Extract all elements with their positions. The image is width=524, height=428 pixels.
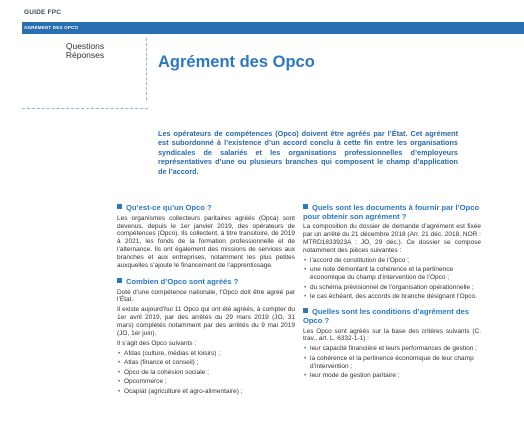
guide-label: GUIDE FPC bbox=[24, 9, 62, 16]
criteria-list bbox=[303, 345, 481, 380]
bullet-icon: • bbox=[304, 256, 307, 264]
list-item: • Ocapiat (agriculture et agro-alimentaire) ; bbox=[118, 387, 243, 395]
square-bullet-icon bbox=[117, 278, 122, 283]
vertical-divider bbox=[146, 38, 147, 100]
opco-list bbox=[117, 350, 295, 396]
list-item: • Afdas (culture, médias et loisirs) ; bbox=[118, 349, 221, 357]
list-item: • Atlas (finance et conseil) ; bbox=[118, 359, 199, 367]
list-item: • une note démontant la cohérence et la pertinence économique du champ d’intervention de l’Opco ; bbox=[304, 266, 454, 282]
section-text: Les Opco sont agréés sur la base des critères suivants (C. trav., art. L. 6332-1-1) : bbox=[303, 327, 481, 343]
bullet-icon: • bbox=[118, 378, 121, 386]
section-heading: Quels sont les documents à fournir par l’Opco pour obtenir son agrément ? bbox=[303, 203, 480, 221]
list-item: • du schéma prévisionnel de l’organisation opérationnelle ; bbox=[304, 283, 474, 291]
bullet-icon: • bbox=[118, 368, 121, 376]
section-text: Doté d’une compétence nationale, l’Opco doit être agréé par l’État. bbox=[117, 288, 295, 304]
list-item: • Opco de la cohésion sociale ; bbox=[118, 368, 209, 376]
square-bullet-icon bbox=[303, 308, 308, 313]
questions-reponses-label: Questions Réponses bbox=[65, 41, 105, 60]
page-title: Agrément des Opco bbox=[158, 53, 315, 71]
bullet-icon: • bbox=[118, 387, 121, 395]
list-item: • leur capacité financière et leurs performances de gestion ; bbox=[304, 345, 477, 353]
section-text: La composition du dossier de demande d’agrément est fixée par un arrêté du 21 décembre 2018 (Arr. 21 déc. 2018, NOR : MTRD1833923A : JO, 29 déc.). Ce dossier se compose notamment des pièces suivantes : bbox=[303, 223, 481, 254]
bullet-icon: • bbox=[304, 266, 307, 274]
bullet-icon: • bbox=[304, 345, 307, 353]
intro-paragraph: Les opérateurs de compétences (Opco) doivent être agréés par l’État. Cet agrément est subordonné à l’existence d’un accord conclu à cette fin entre les organisations syndicales de salariés et les organisations professionnelles d’employeurs représentatives d’une ou plusieurs branches qui composent le champ d’application de l’accord. bbox=[158, 129, 458, 176]
horizontal-divider bbox=[22, 108, 148, 109]
list-item: • Opcommerce ; bbox=[118, 378, 167, 386]
section-text: Il s’agit des Opco suivants : bbox=[117, 339, 197, 347]
bullet-icon: • bbox=[304, 283, 307, 291]
section-band-label: AGRÉMENT DES OPCO bbox=[24, 25, 79, 30]
section-heading: Qu’est-ce qu’un Opco ? bbox=[117, 204, 295, 213]
section-band bbox=[22, 22, 524, 34]
section-heading: Combien d’Opco sont agréés ? bbox=[117, 278, 295, 287]
list-item: • le cas échéant, des accords de branche désignant l’Opco. bbox=[304, 292, 477, 300]
section-text: Les organismes collecteurs paritaires agréés (Opca) sont devenus, depuis le 1er janvier 2019, des opérateurs de compétences (Opco). Ils collectent, à titre transitoire, de 2019 à 2021, les fonds de la formation professionnelle et de l’alternance. Ils ont également des missions de services aux branches et aux entreprises, notamment les plus petites auxquelles s’ajoute le financement de l’apprentissage. bbox=[117, 214, 295, 270]
list-item: • leur mode de gestion paritaire ; bbox=[304, 372, 400, 380]
left-column bbox=[117, 204, 295, 397]
section-text: Il existe aujourd’hui 11 Opco qui ont été agréés, à compter du 1er avril 2019, par des arrêtés du 29 mars 2019 (JO, 31 mars) complétés notamment par des arrêtés du 9 mai 2019 (JO, 1er juin). bbox=[117, 306, 295, 338]
documents-list bbox=[303, 257, 481, 301]
bullet-icon: • bbox=[304, 372, 307, 380]
section-heading: Quelles sont les conditions d’agrément des Opco ? bbox=[303, 307, 469, 325]
bullet-icon: • bbox=[118, 359, 121, 367]
bullet-icon: • bbox=[118, 349, 121, 357]
bullet-icon: • bbox=[304, 292, 307, 300]
square-bullet-icon bbox=[117, 204, 122, 209]
list-item: • la cohérence et la pertinence économique de leur champ d’intervention ; bbox=[304, 354, 474, 370]
bullet-icon: • bbox=[304, 354, 307, 362]
square-bullet-icon bbox=[303, 204, 308, 209]
list-item: • l’accord de constitution de l’Opco ; bbox=[304, 256, 409, 264]
right-column bbox=[303, 204, 481, 381]
